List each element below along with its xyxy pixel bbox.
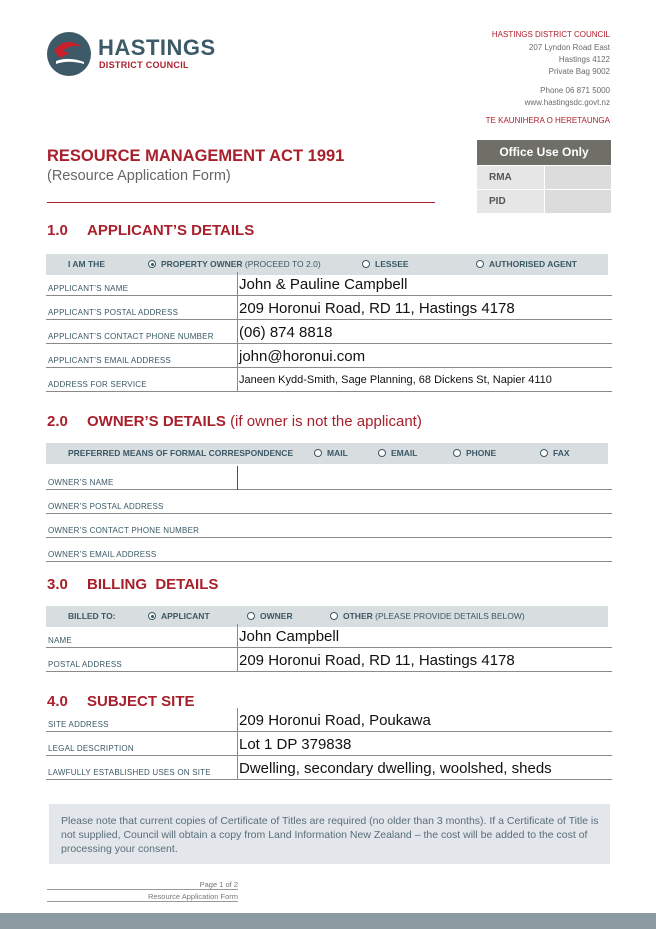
- field-row: [46, 344, 612, 368]
- radio-other[interactable]: OTHER (PLEASE PROVIDE DETAILS BELOW): [330, 606, 525, 627]
- field-divider: [237, 344, 238, 368]
- office-use-header: Office Use Only: [477, 140, 611, 165]
- service-address-value[interactable]: Janeen Kydd-Smith, Sage Planning, 68 Dickens St, Napier 4110: [239, 374, 552, 386]
- field-row: [46, 490, 612, 514]
- applicant-postal-value[interactable]: 209 Horonui Road, RD 11, Hastings 4178: [239, 300, 515, 317]
- bar-prefix: PREFERRED MEANS OF FORMAL CORRESPONDENCE: [68, 448, 294, 458]
- established-uses-value[interactable]: Dwelling, secondary dwelling, woolshed, sheds: [239, 760, 552, 777]
- field-divider: [237, 624, 238, 648]
- council-address-line: 207 Lyndon Road East: [528, 43, 610, 52]
- radio-checked-icon: [148, 612, 156, 620]
- field-divider: [237, 466, 238, 490]
- office-use-box: [477, 140, 611, 214]
- field-row: [46, 514, 612, 538]
- office-row-rma: [477, 166, 611, 189]
- footer-band: [0, 913, 656, 929]
- section-heading-billing: 3.0 BILLING DETAILS: [47, 576, 219, 593]
- applicant-email-value[interactable]: john@horonui.com: [239, 348, 366, 365]
- field-row: [46, 708, 612, 732]
- radio-owner[interactable]: OWNER: [247, 606, 293, 627]
- radio-mail[interactable]: MAIL: [314, 443, 348, 464]
- logo-subtitle: DISTRICT COUNCIL: [99, 60, 189, 70]
- applicant-name-value[interactable]: John & Pauline Campbell: [239, 276, 408, 293]
- field-label: ADDRESS FOR SERVICE: [48, 380, 147, 389]
- field-label: APPLICANT’S POSTAL ADDRESS: [48, 308, 179, 317]
- field-divider: [237, 708, 238, 732]
- certificate-note: Please note that current copies of Certificate of Titles are required (no older than 3 months). If a Certificate of Title is not supplied, Council will obtain a copy from Land Information New Zealand – the cost will be added to the cost of processing your consent.: [49, 804, 610, 864]
- radio-checked-icon: [148, 260, 156, 268]
- field-label: APPLICANT’S EMAIL ADDRESS: [48, 356, 171, 365]
- field-row: [46, 320, 612, 344]
- correspondence-bar: [46, 443, 608, 464]
- document-subtitle: (Resource Application Form): [47, 168, 231, 184]
- office-label: PID: [477, 190, 544, 213]
- field-divider: [237, 320, 238, 344]
- radio-phone[interactable]: PHONE: [453, 443, 496, 464]
- field-divider: [237, 296, 238, 320]
- council-name: HASTINGS DISTRICT COUNCIL: [491, 30, 610, 39]
- office-value-field: [545, 166, 611, 189]
- council-website: www.hastingsdc.govt.nz: [524, 98, 610, 107]
- field-row: [46, 648, 612, 672]
- radio-icon: [476, 260, 484, 268]
- council-phone: Phone 06 871 5000: [540, 86, 610, 95]
- field-label: LAWFULLY ESTABLISHED USES ON SITE: [48, 768, 211, 777]
- field-row: [46, 272, 612, 296]
- office-label: RMA: [477, 166, 544, 189]
- field-label: SITE ADDRESS: [48, 720, 109, 729]
- field-label: OWNER’S EMAIL ADDRESS: [48, 550, 157, 559]
- field-row: [46, 624, 612, 648]
- page-number: Page 1 of 2: [199, 880, 238, 889]
- radio-icon: [378, 449, 386, 457]
- field-label: POSTAL ADDRESS: [48, 660, 122, 669]
- council-address-line: Private Bag 9002: [548, 67, 610, 76]
- council-logo-icon: [46, 31, 92, 77]
- radio-icon: [314, 449, 322, 457]
- field-row: [46, 756, 612, 780]
- radio-authorised-agent[interactable]: AUTHORISED AGENT: [476, 254, 577, 275]
- radio-property-owner[interactable]: PROPERTY OWNER (PROCEED TO 2.0): [148, 254, 321, 275]
- radio-applicant[interactable]: APPLICANT: [148, 606, 210, 627]
- field-row: [46, 466, 612, 490]
- logo-name: HASTINGS: [98, 35, 216, 60]
- footer-divider: [47, 889, 238, 890]
- title-divider: [47, 202, 435, 203]
- field-row: [46, 296, 612, 320]
- office-value-field: [545, 190, 611, 213]
- office-row-pid: [477, 190, 611, 213]
- radio-icon: [247, 612, 255, 620]
- applicant-phone-value[interactable]: (06) 874 8818: [239, 324, 333, 341]
- section-heading-owner: 2.0 OWNER’S DETAILS (if owner is not the applicant): [47, 413, 422, 430]
- section-heading-site: 4.0 SUBJECT SITE: [47, 693, 195, 710]
- billing-name-value[interactable]: John Campbell: [239, 628, 340, 645]
- council-address-line: Hastings 4122: [558, 55, 610, 64]
- field-label: APPLICANT’S CONTACT PHONE NUMBER: [48, 332, 214, 341]
- field-label: LEGAL DESCRIPTION: [48, 744, 134, 753]
- radio-email[interactable]: EMAIL: [378, 443, 417, 464]
- field-label: NAME: [48, 636, 72, 645]
- footer-form-name: Resource Application Form: [147, 892, 238, 901]
- radio-icon: [362, 260, 370, 268]
- field-divider: [237, 272, 238, 296]
- bar-prefix: BILLED TO:: [68, 611, 116, 621]
- bar-prefix: I AM THE: [68, 259, 105, 269]
- radio-icon: [540, 449, 548, 457]
- field-row: [46, 368, 612, 392]
- radio-lessee[interactable]: LESSEE: [362, 254, 409, 275]
- field-label: OWNER’S NAME: [48, 478, 114, 487]
- field-row: [46, 538, 612, 562]
- section-heading-applicant: 1.0 APPLICANT’S DETAILS: [47, 222, 255, 239]
- field-label: OWNER’S POSTAL ADDRESS: [48, 502, 164, 511]
- field-divider: [237, 732, 238, 756]
- radio-icon: [330, 612, 338, 620]
- field-divider: [237, 368, 238, 392]
- document-title: RESOURCE MANAGEMENT ACT 1991: [47, 147, 345, 165]
- field-label: OWNER’S CONTACT PHONE NUMBER: [48, 526, 200, 535]
- field-row: [46, 732, 612, 756]
- field-label: APPLICANT’S NAME: [48, 284, 129, 293]
- field-divider: [237, 756, 238, 780]
- radio-fax[interactable]: FAX: [540, 443, 570, 464]
- field-divider: [237, 648, 238, 672]
- legal-description-value[interactable]: Lot 1 DP 379838: [239, 736, 352, 753]
- footer-divider: [47, 901, 238, 902]
- radio-icon: [453, 449, 461, 457]
- billing-postal-value[interactable]: 209 Horonui Road, RD 11, Hastings 4178: [239, 652, 515, 669]
- council-maori-name: TE KAUNIHERA O HERETAUNGA: [485, 116, 610, 125]
- site-address-value[interactable]: 209 Horonui Road, Poukawa: [239, 712, 431, 729]
